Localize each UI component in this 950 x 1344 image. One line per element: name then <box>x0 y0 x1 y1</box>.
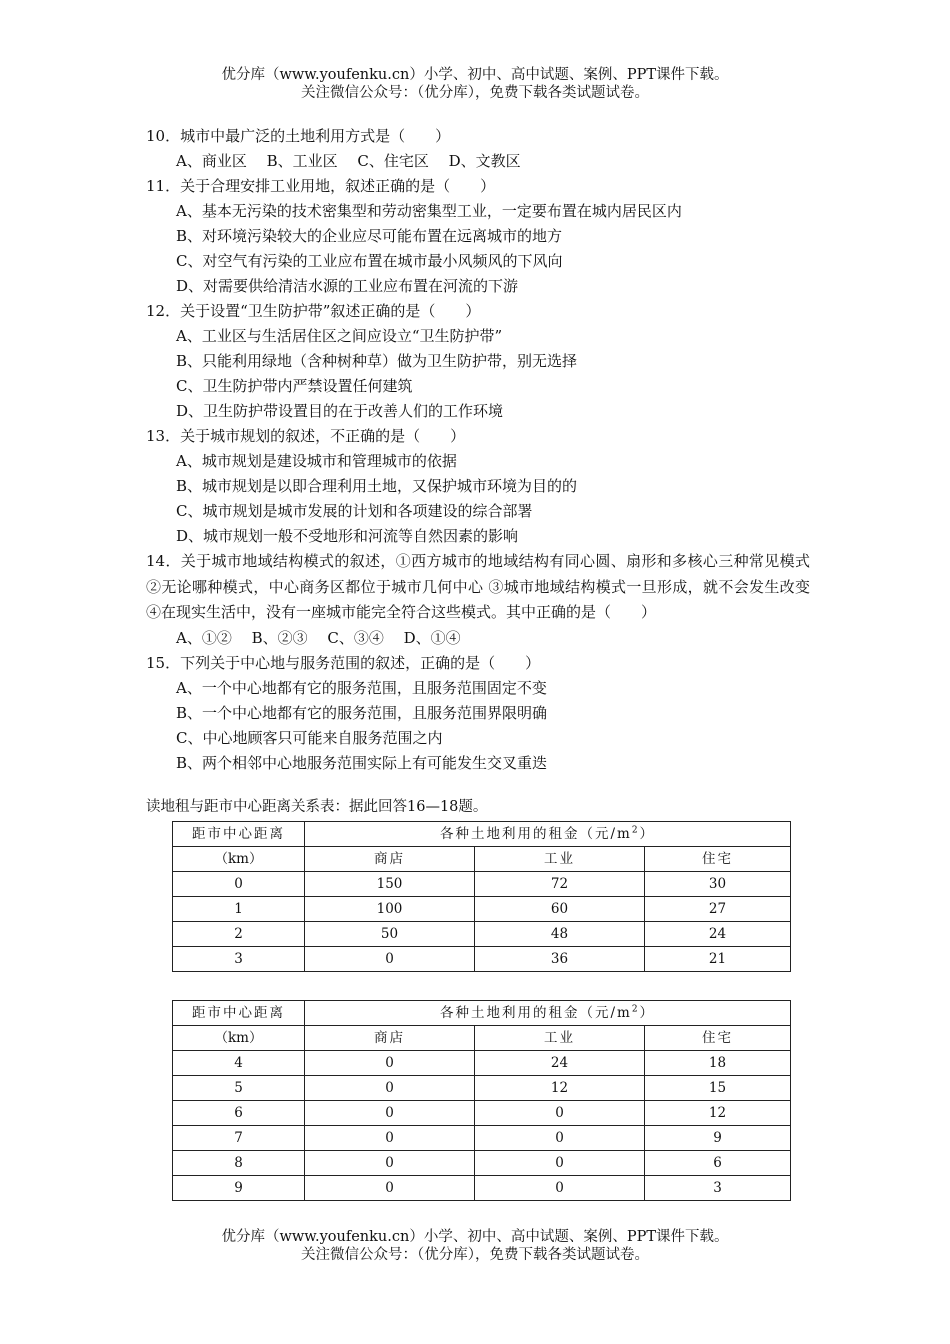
table-row <box>173 947 791 972</box>
table-cell: 1 <box>173 897 305 922</box>
table-cell: 8 <box>173 1151 305 1176</box>
option-c: C、对空气有污染的工业应布置在城市最小风频风的下风向 <box>176 252 563 270</box>
table-row <box>173 872 791 897</box>
col-header-industry: 工业 <box>475 1026 645 1051</box>
question-stem: 15．下列关于中心地与服务范围的叙述，正确的是（ ） <box>146 653 541 672</box>
rent-header: 各种土地利用的租金（元$/m^2$） <box>305 822 791 847</box>
col-header-shop: 商店 <box>305 1026 475 1051</box>
table-cell: 36 <box>475 947 645 972</box>
question-options: A、商业区 B、工业区 C、住宅区 D、文教区 <box>176 152 521 170</box>
table-intro: 读地租与距市中心距离关系表：据此回答16—18题。 <box>146 799 488 815</box>
table-cell: 5 <box>173 1076 305 1101</box>
option-a: A、城市规划是建设城市和管理城市的依据 <box>176 452 457 470</box>
option-a: A、一个中心地都有它的服务范围，且服务范围固定不变 <box>176 678 547 697</box>
question-stem: 14．关于城市地域结构模式的叙述，①西方城市的地域结构有同心圆、扇形和多核心三种常见模式 ②无论哪种模式，中心商务区都位于城市几何中心 ③城市地域结构模式一旦形成，就不会发生改变 ④在现实生活中，没有一座城市能完全符合这些模式。其中正确的是（ ） <box>146 552 810 621</box>
table-row <box>173 897 791 922</box>
table-cell: 100 <box>305 897 475 922</box>
page-footer <box>0 1228 950 1264</box>
question-stem: 10．城市中最广泛的土地利用方式是（ ） <box>146 127 451 145</box>
col-header-industry: 工业 <box>475 847 645 872</box>
table-row <box>173 1176 791 1201</box>
table-cell: 6 <box>645 1151 791 1176</box>
table-cell: 3 <box>173 947 305 972</box>
table-cell: 0 <box>305 1076 475 1101</box>
option-c: C、卫生防护带内严禁设置任何建筑 <box>176 377 413 395</box>
unit-label: （km） <box>173 847 305 872</box>
table-cell: 150 <box>305 872 475 897</box>
unit-label: （km） <box>173 1026 305 1051</box>
question-stem: 13．关于城市规划的叙述，不正确的是（ ） <box>146 427 466 445</box>
table-cell: 0 <box>173 872 305 897</box>
table-row <box>173 1126 791 1151</box>
question-11 <box>146 174 810 299</box>
table-cell: 50 <box>305 922 475 947</box>
question-13 <box>146 424 810 549</box>
footer-line-1: 优分库（www.youfenku.cn）小学、初中、高中试题、案例、PPT课件下载。 <box>221 1229 729 1245</box>
table-row <box>173 1101 791 1126</box>
question-stem: 11．关于合理安排工业用地，叙述正确的是（ ） <box>146 177 496 195</box>
option-b: B、一个中心地都有它的服务范围，且服务范围界限明确 <box>176 703 548 722</box>
page-header <box>0 66 950 102</box>
option-b: B、只能利用绿地（含种树种草）做为卫生防护带，别无选择 <box>176 352 578 370</box>
table-cell: 18 <box>645 1051 791 1076</box>
table-row <box>173 1151 791 1176</box>
table-cell: 12 <box>475 1076 645 1101</box>
col-header-shop: 商店 <box>305 847 475 872</box>
question-options: A、①② B、②③ C、③④ D、①④ <box>176 628 461 647</box>
table-cell: 48 <box>475 922 645 947</box>
table-cell: 15 <box>645 1076 791 1101</box>
table-cell: 0 <box>475 1126 645 1151</box>
question-10 <box>146 124 810 174</box>
table-cell: 9 <box>173 1176 305 1201</box>
table-cell: 24 <box>475 1051 645 1076</box>
rent-table-part-1 <box>172 821 791 972</box>
option-c: C、城市规划是城市发展的计划和各项建设的综合部署 <box>176 502 533 520</box>
table-cell: 72 <box>475 872 645 897</box>
question-12 <box>146 299 810 424</box>
table-cell: 30 <box>645 872 791 897</box>
table-cell: 3 <box>645 1176 791 1201</box>
option-d: B、两个相邻中心地服务范围实际上有可能发生交叉重迭 <box>176 753 548 772</box>
header-line-1: 优分库（www.youfenku.cn）小学、初中、高中试题、案例、PPT课件下载。 <box>221 67 729 83</box>
table-cell: 0 <box>305 1051 475 1076</box>
rent-header: 各种土地利用的租金（元$/m^2$） <box>305 1001 791 1026</box>
option-d: D、城市规划一般不受地形和河流等自然因素的影响 <box>176 527 519 545</box>
table-cell: 0 <box>475 1176 645 1201</box>
option-a: A、工业区与生活居住区之间应设立“卫生防护带” <box>176 327 503 345</box>
question-15 <box>146 651 810 776</box>
rent-table-part-2 <box>172 1000 791 1201</box>
question-list <box>146 124 810 776</box>
table-cell: 4 <box>173 1051 305 1076</box>
table-cell: 0 <box>305 947 475 972</box>
table-cell: 0 <box>305 1126 475 1151</box>
table-cell: 0 <box>475 1151 645 1176</box>
option-a: A、基本无污染的技术密集型和劳动密集型工业，一定要布置在城内居民区内 <box>176 202 682 220</box>
option-b: B、城市规划是以即合理利用土地，又保护城市环境为目的的 <box>176 477 578 495</box>
distance-header: 距市中心距离 <box>173 1001 305 1026</box>
option-b: B、对环境污染较大的企业应尽可能布置在远离城市的地方 <box>176 227 563 245</box>
col-header-residential: 住宅 <box>645 1026 791 1051</box>
question-14 <box>146 549 810 651</box>
option-c: C、中心地顾客只可能来自服务范围之内 <box>176 728 443 747</box>
table-cell: 0 <box>305 1176 475 1201</box>
option-d: D、对需要供给清洁水源的工业应布置在河流的下游 <box>176 277 519 295</box>
table-row <box>173 1076 791 1101</box>
table-cell: 12 <box>645 1101 791 1126</box>
table-cell: 9 <box>645 1126 791 1151</box>
table-cell: 6 <box>173 1101 305 1126</box>
table-cell: 0 <box>475 1101 645 1126</box>
col-header-residential: 住宅 <box>645 847 791 872</box>
footer-line-2: 关注微信公众号：（优分库），免费下载各类试题试卷。 <box>301 1247 649 1263</box>
table-cell: 24 <box>645 922 791 947</box>
table-cell: 21 <box>645 947 791 972</box>
table-row <box>173 1051 791 1076</box>
distance-header: 距市中心距离 <box>173 822 305 847</box>
table-cell: 27 <box>645 897 791 922</box>
option-d: D、卫生防护带设置目的在于改善人们的工作环境 <box>176 402 504 420</box>
table-cell: 60 <box>475 897 645 922</box>
question-stem: 12．关于设置“卫生防护带”叙述正确的是（ ） <box>146 302 481 320</box>
header-line-2: 关注微信公众号：（优分库），免费下载各类试题试卷。 <box>301 85 649 101</box>
table-cell: 7 <box>173 1126 305 1151</box>
table-cell: 0 <box>305 1101 475 1126</box>
table-cell: 0 <box>305 1151 475 1176</box>
table-row <box>173 922 791 947</box>
table-cell: 2 <box>173 922 305 947</box>
